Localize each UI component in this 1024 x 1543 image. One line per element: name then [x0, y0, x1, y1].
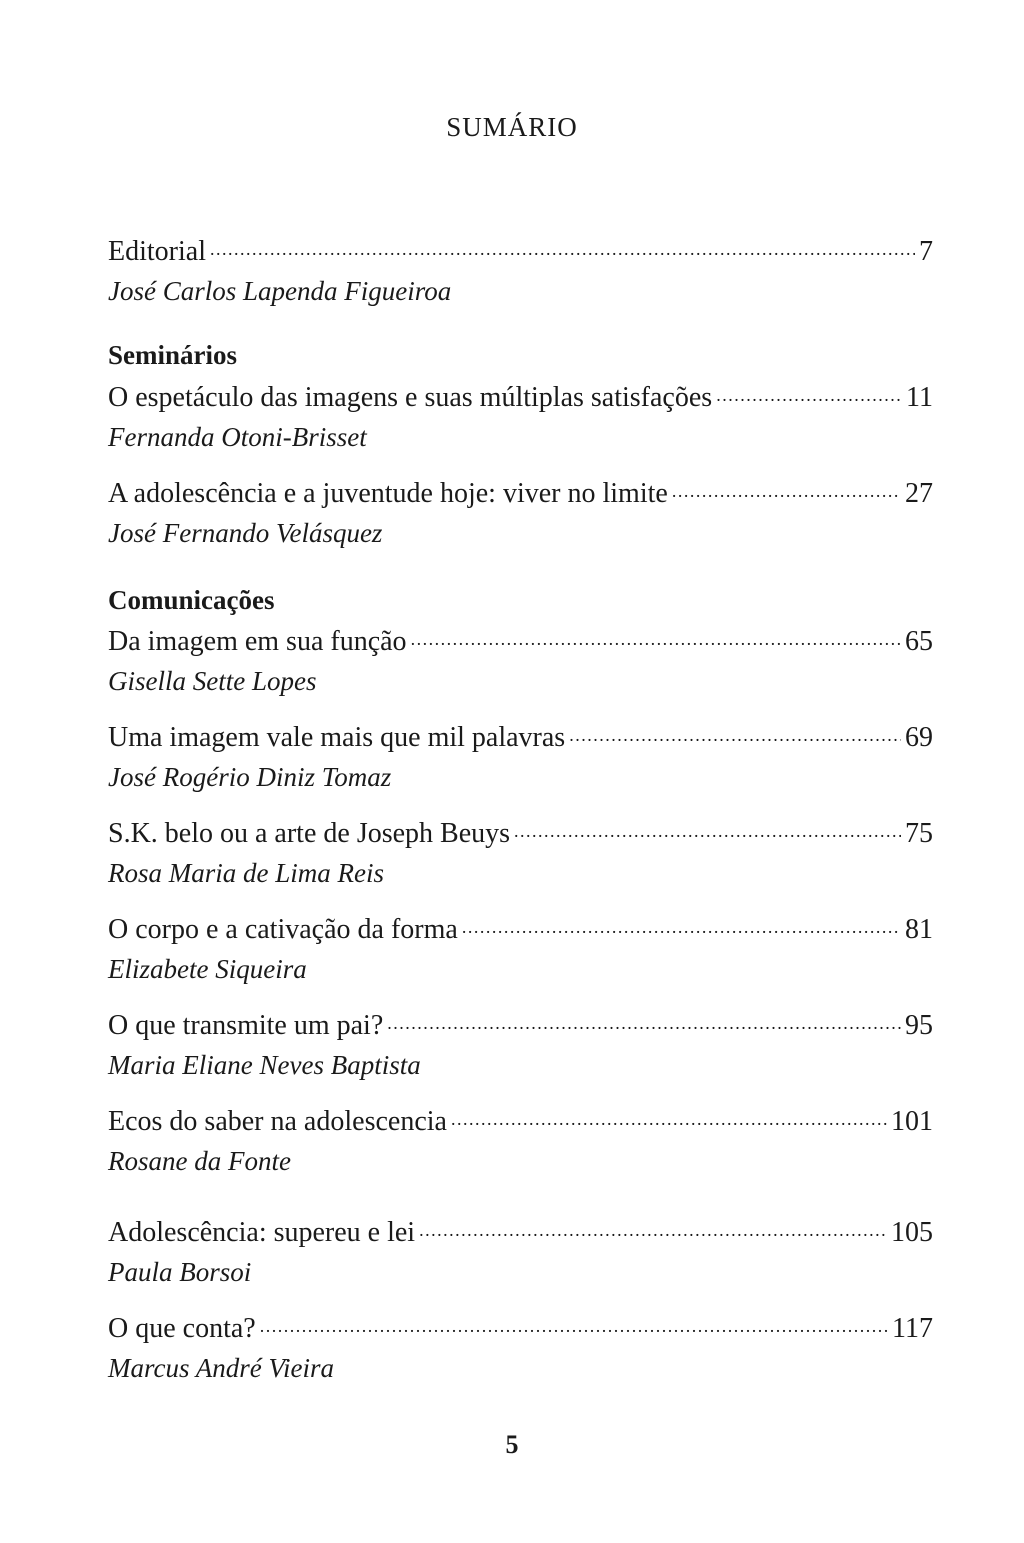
toc-entry-author: José Rogério Diniz Tomaz: [108, 762, 392, 792]
toc-entry: [108, 622, 933, 699]
dot-leader: [210, 232, 915, 260]
toc-entry-title: Da imagem em sua função: [108, 626, 407, 657]
dot-leader: [672, 474, 901, 502]
toc-entry-page: 11: [906, 382, 933, 413]
toc-entry-title: Editorial: [108, 236, 206, 267]
toc-entry-author: Elizabete Siqueira: [108, 954, 307, 984]
toc-entry-author: Maria Eliane Neves Baptista: [108, 1050, 421, 1080]
toc-entry-line: [108, 1213, 933, 1251]
dot-leader: [387, 1006, 901, 1034]
toc-entry-page: 81: [905, 914, 933, 945]
toc-entry-page: 65: [905, 626, 933, 657]
toc-entry-author: Rosa Maria de Lima Reis: [108, 858, 384, 888]
toc-entry-page: 7: [919, 236, 933, 267]
toc-entry: [108, 474, 933, 551]
toc-entry-page: 95: [905, 1010, 933, 1041]
toc-entry-line: [108, 378, 933, 416]
dot-leader: [411, 622, 901, 650]
toc-entry: [108, 718, 933, 795]
toc-entry-line: [108, 232, 933, 270]
dot-leader: [569, 718, 901, 746]
toc-entry-title: O que transmite um pai?: [108, 1010, 384, 1041]
dot-leader: [260, 1309, 888, 1337]
toc-entry: [108, 814, 933, 891]
toc-entry-title: O espetáculo das imagens e suas múltiplas satisfações: [108, 382, 713, 413]
toc-entry-line: [108, 1102, 933, 1140]
toc-entry-author: Rosane da Fonte: [108, 1146, 291, 1176]
toc-entry-author: Gisella Sette Lopes: [108, 666, 317, 696]
dot-leader: [419, 1213, 887, 1241]
toc-entry-page: 27: [905, 478, 933, 509]
toc-entry-line: [108, 1006, 933, 1044]
section-heading-comunicacoes: Comunicações: [108, 585, 275, 615]
toc-entry: [108, 1006, 933, 1083]
toc-entry-page: 75: [905, 818, 933, 849]
toc-entry-title: A adolescência e a juventude hoje: viver no limite: [108, 478, 668, 509]
toc-entry: [108, 1213, 933, 1290]
toc-entry-line: [108, 622, 933, 660]
toc-entry-author: Fernanda Otoni-Brisset: [108, 422, 367, 452]
dot-leader: [514, 814, 901, 842]
toc-entry-line: [108, 474, 933, 512]
toc-entry: [108, 910, 933, 987]
toc-entry-author: Paula Borsoi: [108, 1257, 252, 1287]
dot-leader: [462, 910, 901, 938]
toc-entry-title: O que conta?: [108, 1313, 256, 1344]
dot-leader: [716, 378, 902, 406]
toc-entry-page: 69: [905, 722, 933, 753]
toc-entry: [108, 378, 933, 455]
toc-entry-page: 101: [891, 1106, 933, 1137]
toc-entry-author: José Carlos Lapenda Figueiroa: [108, 276, 452, 306]
dot-leader: [451, 1102, 887, 1130]
toc-entry: [108, 1102, 933, 1179]
section-heading-seminarios: Seminários: [108, 340, 238, 370]
toc-entry-line: [108, 814, 933, 852]
toc-entry: [108, 1309, 933, 1386]
toc-entry-title: Ecos do saber na adolescencia: [108, 1106, 447, 1137]
toc-entry-title: S.K. belo ou a arte de Joseph Beuys: [108, 818, 511, 849]
toc-entry-page: 105: [891, 1217, 933, 1248]
toc-entry-page: 117: [892, 1313, 933, 1344]
toc-entry-title: Uma imagem vale mais que mil palavras: [108, 722, 566, 753]
page-title: SUMÁRIO: [446, 112, 578, 142]
toc-entry-author: José Fernando Velásquez: [108, 518, 383, 548]
toc-entry-line: [108, 910, 933, 948]
toc-entry-author: Marcus André Vieira: [108, 1353, 334, 1383]
toc-entry-line: [108, 1309, 933, 1347]
toc-entry-title: O corpo e a cativação da forma: [108, 914, 458, 945]
toc-entry-line: [108, 718, 933, 756]
page-number: 5: [505, 1430, 519, 1459]
toc-entry-title: Adolescência: supereu e lei: [108, 1217, 416, 1248]
toc-entry: [108, 232, 933, 309]
